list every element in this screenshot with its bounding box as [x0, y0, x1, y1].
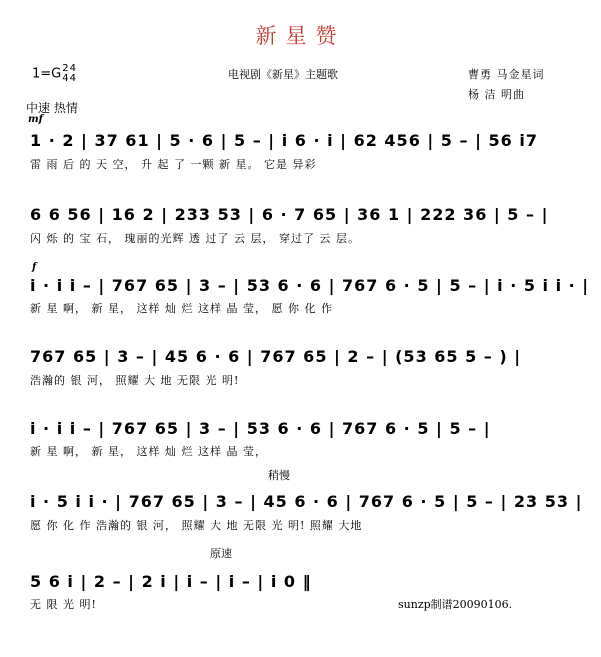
score-row-lyrics: 新 星 啊， 新 星， 这样 灿 烂 这样 晶 莹， 愿 你 化 作: [30, 302, 333, 315]
score-row-notes: i · i i – | 767 65 | 3 – | 53 6 · 6 | 767 6 · 5 | 5 – | i · 5 i i · |: [30, 276, 590, 295]
subtitle: 电视剧《新星》主题歌: [228, 68, 338, 81]
tempo-marking: 中速 热情: [26, 101, 78, 115]
score-row-lyrics: 新 星 啊， 新 星， 这样 灿 烂 这样 晶 莹，: [30, 445, 267, 458]
score-row-notes: 5 6 i | 2 – | 2 i | i – | i – | i 0 ‖: [30, 572, 312, 591]
transcriber-credit: sunzp制谱20090106.: [398, 598, 513, 611]
lyricist-credit: 曹勇 马金星词: [468, 68, 545, 81]
ritardando-mark: 稍慢: [268, 469, 290, 482]
dynamic-mf: mf: [28, 114, 43, 125]
song-title: 新星赞: [255, 24, 346, 48]
score-row-lyrics: 雷 雨 后 的 天 空， 升 起 了 一颗 新 星。 它是 异彩: [30, 158, 317, 171]
a-tempo-mark: 原速: [210, 547, 232, 560]
composer-credit: 杨 洁 明曲: [468, 88, 525, 101]
key-signature: [32, 64, 76, 84]
score-row-notes: 1 · 2 | 37 61 | 5 · 6 | 5 – | i 6 · i | 62 456 | 5 – | 56 i7: [30, 131, 538, 150]
key-label: 1=G: [32, 66, 62, 82]
score-row-lyrics: 无 限 光 明!: [30, 598, 97, 611]
time-signature-3-4: 4 4: [69, 63, 76, 84]
dynamic-f: f: [32, 262, 37, 273]
score-row-lyrics: 闪 烁 的 宝 石， 瑰丽的光辉 透 过了 云 层， 穿过了 云 层。: [30, 232, 360, 245]
score-row-notes: i · 5 i i · | 767 65 | 3 – | 45 6 · 6 | 767 6 · 5 | 5 – | 23 53 |: [30, 492, 583, 511]
score-row-notes: 767 65 | 3 – | 45 6 · 6 | 767 65 | 2 – | (53 65 5 – ) |: [30, 347, 522, 366]
score-row-lyrics: 浩瀚的 银 河， 照耀 大 地 无限 光 明!: [30, 374, 240, 387]
score-row-lyrics: 愿 你 化 作 浩瀚的 银 河， 照耀 大 地 无限 光 明! 照耀 大地: [30, 519, 363, 532]
score-row-notes: 6 6 56 | 16 2 | 233 53 | 6 · 7 65 | 36 1 | 222 36 | 5 – |: [30, 205, 549, 224]
time-signature-2-4: 2 4: [62, 63, 69, 84]
score-row-notes: i · i i – | 767 65 | 3 – | 53 6 · 6 | 767 6 · 5 | 5 – |: [30, 419, 491, 438]
